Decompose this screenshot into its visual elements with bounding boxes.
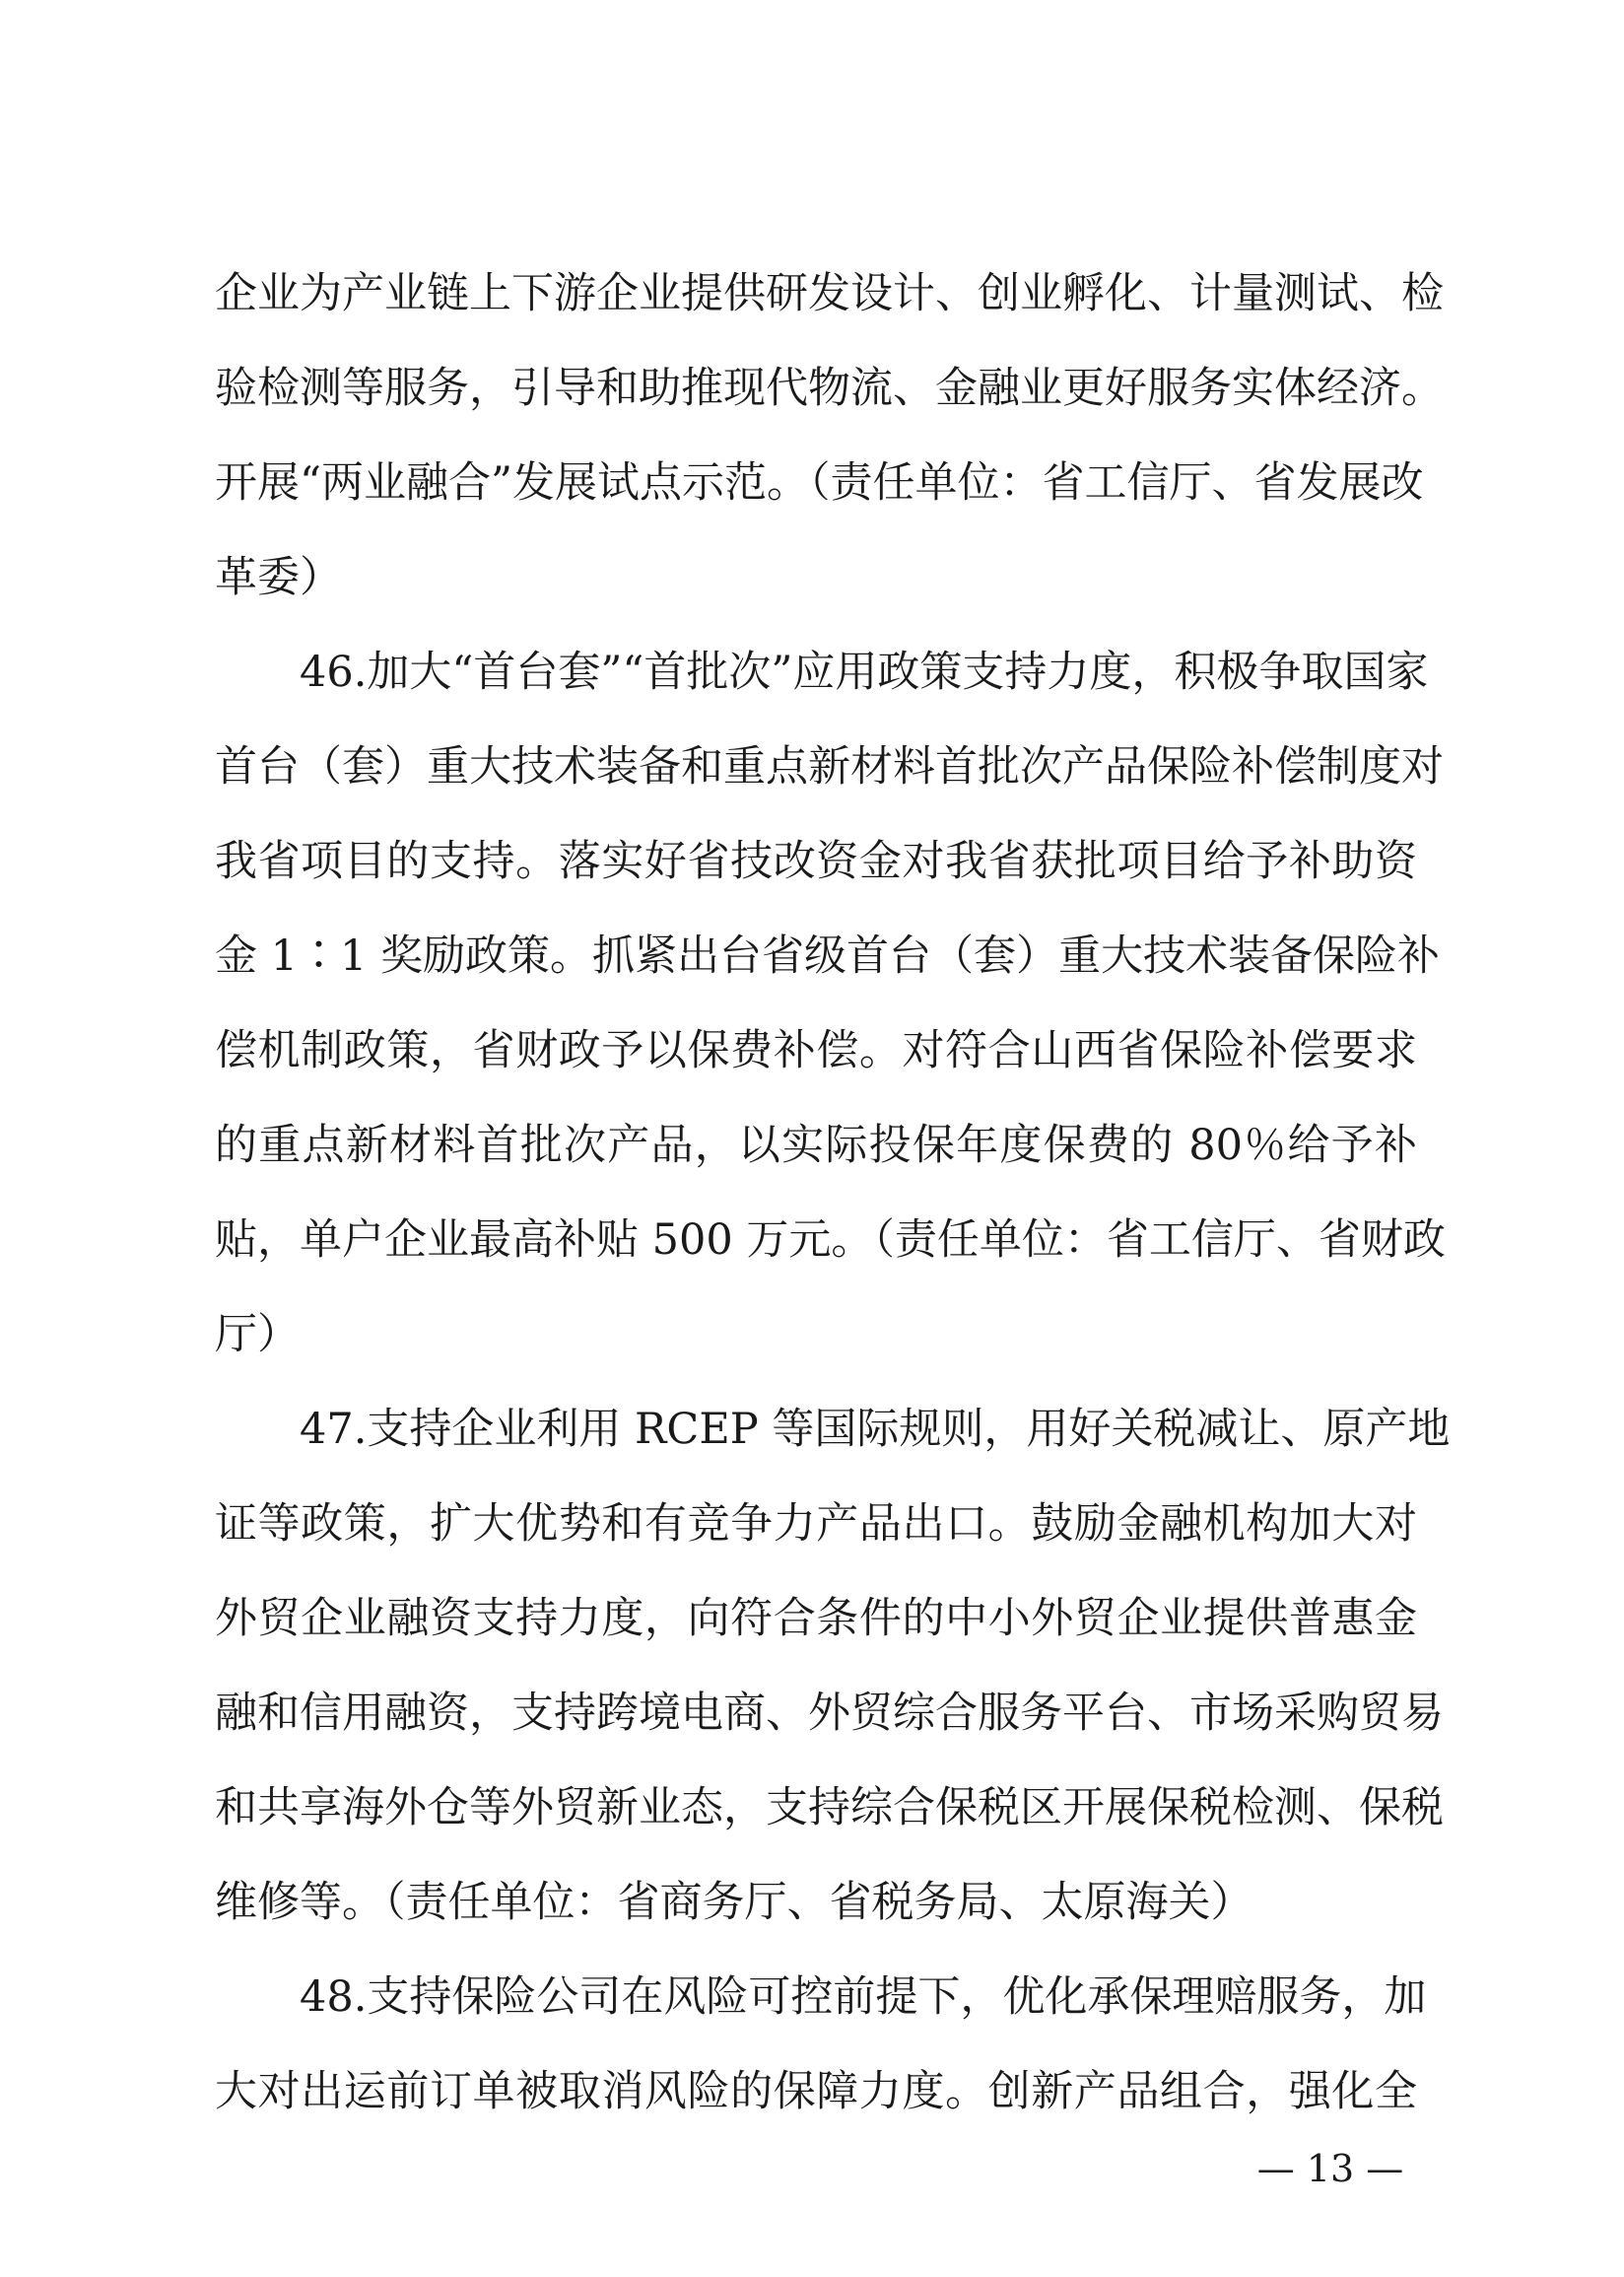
text-line: 47.支持企业利用 RCEP 等国际规则，用好关税减让、原产地 bbox=[215, 1405, 1451, 1454]
text-line: 证等政策，扩大优势和有竞争力产品出口。鼓励金融机构加大对 bbox=[215, 1499, 1417, 1549]
text-line: 验检测等服务，引导和助推现代物流、金融业更好服务实体经济。 bbox=[215, 364, 1444, 413]
text-line: 46.加大“首台套”“首批次”应用政策支持力度，积极争取国家 bbox=[215, 648, 1429, 697]
text-line: 厅） bbox=[215, 1310, 300, 1359]
text-line: 贴，单户企业最高补贴 500 万元。（责任单位：省工信厅、省财政 bbox=[215, 1215, 1446, 1265]
text-line: 首台（套）重大技术装备和重点新材料首批次产品保险补偿制度对 bbox=[215, 742, 1444, 792]
text-line: 金 1∶1 奖励政策。抓紧出台省级首台（套）重大技术装备保险补 bbox=[215, 932, 1441, 981]
text-line: 外贸企业融资支持力度，向符合条件的中小外贸企业提供普惠金 bbox=[215, 1594, 1417, 1643]
text-line: 偿机制政策，省财政予以保费补偿。对符合山西省保险补偿要求 bbox=[215, 1026, 1417, 1075]
text-line: 开展“两业融合”发展试点示范。（责任单位：省工信厅、省发展改 bbox=[215, 458, 1424, 508]
page-number: — 13 — bbox=[1256, 2147, 1404, 2190]
text-line: 48.支持保险公司在风险可控前提下，优化承保理赔服务，加 bbox=[215, 1972, 1427, 2022]
text-line: 融和信用融资，支持跨境电商、外贸综合服务平台、市场采购贸易 bbox=[215, 1689, 1444, 1738]
text-line: 维修等。（责任单位：省商务厅、省税务局、太原海关） bbox=[215, 1878, 1253, 1927]
text-line: 我省项目的支持。落实好省技改资金对我省获批项目给予补助资 bbox=[215, 837, 1417, 886]
text-line: 和共享海外仓等外贸新业态，支持综合保税区开展保税检测、保税 bbox=[215, 1783, 1444, 1832]
text-line: 革委） bbox=[215, 553, 342, 602]
text-line: 企业为产业链上下游企业提供研发设计、创业孵化、计量测试、检 bbox=[215, 269, 1444, 318]
text-line: 大对出运前订单被取消风险的保障力度。创新产品组合，强化全 bbox=[215, 2067, 1417, 2116]
text-line: 的重点新材料首批次产品，以实际投保年度保费的 80％给予补 bbox=[215, 1121, 1417, 1170]
